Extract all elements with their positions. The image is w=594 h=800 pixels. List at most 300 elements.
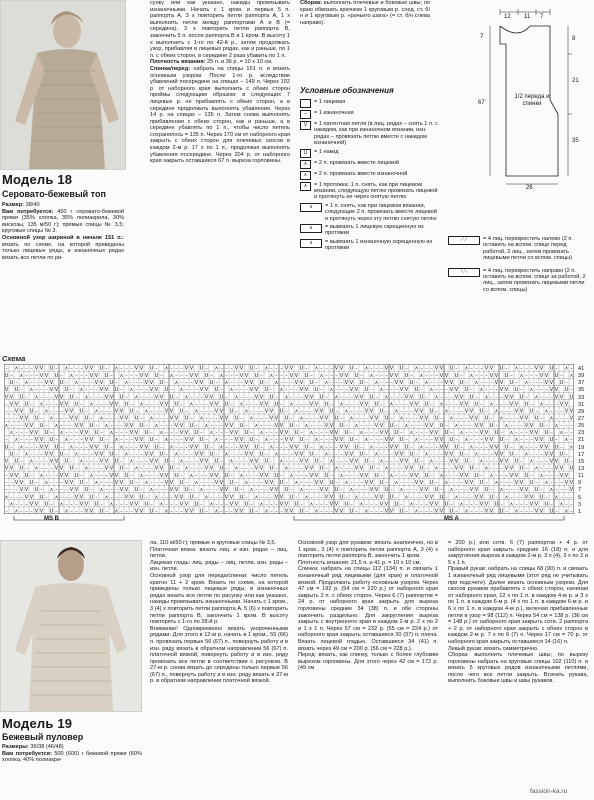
- chart-stitch: ∧: [319, 444, 324, 451]
- chart-stitch: –: [325, 437, 328, 444]
- chart-stitch: V: [284, 430, 289, 436]
- chart-stitch: V: [114, 480, 119, 486]
- chart-stitch: –: [90, 487, 93, 494]
- chart-stitch: ∧: [34, 465, 39, 472]
- chart-stitch: U: [554, 372, 559, 379]
- chart-stitch: V: [249, 387, 254, 394]
- chart-stitch: –: [315, 494, 318, 501]
- chart-stitch: –: [305, 508, 308, 514]
- chart-stitch: V: [99, 451, 104, 458]
- chart-stitch: V: [459, 472, 464, 479]
- chart-stitch: –: [155, 472, 158, 479]
- chart-stitch: –: [180, 401, 183, 408]
- chart-stitch: ∧: [334, 394, 339, 401]
- chart-stitch: U: [64, 458, 69, 465]
- chart-stitch: –: [225, 394, 228, 401]
- chart-stitch: –: [135, 480, 138, 486]
- chart-stitch: V: [194, 444, 199, 451]
- chart-stitch: ∧: [129, 458, 134, 465]
- chart-stitch: V: [84, 508, 89, 514]
- chart-stitch: U: [324, 472, 329, 479]
- chart-stitch: ∧: [524, 380, 529, 386]
- chart-stitch: –: [400, 472, 403, 479]
- chart-stitch: –: [130, 365, 133, 372]
- chart-stitch: –: [380, 451, 383, 458]
- chart-stitch: –: [235, 387, 238, 394]
- chart-stitch: V: [239, 508, 244, 514]
- chart-stitch: –: [190, 465, 193, 472]
- chart-stitch: –: [290, 415, 293, 422]
- chart-stitch: –: [370, 501, 373, 508]
- chart-stitch: V: [164, 401, 169, 408]
- chart-stitch: –: [230, 451, 233, 458]
- chart-stitch: V: [404, 458, 409, 465]
- chart-stitch: U: [269, 465, 274, 472]
- chart-stitch: –: [365, 451, 368, 458]
- chart-stitch: U: [544, 501, 549, 508]
- chart-stitch: –: [125, 508, 128, 514]
- chart-stitch: –: [125, 365, 128, 372]
- chart-stitch: V: [494, 380, 499, 386]
- chart-stitch: –: [5, 401, 8, 408]
- chart-stitch: –: [375, 430, 378, 436]
- chart-stitch: V: [239, 437, 244, 444]
- chart-stitch: –: [505, 487, 508, 494]
- chart-stitch: –: [335, 458, 338, 465]
- chart-stitch: –: [255, 437, 258, 444]
- chart-stitch: V: [329, 501, 334, 508]
- chart-stitch: –: [185, 444, 188, 451]
- chart-stitch: V: [94, 451, 99, 458]
- chart-stitch: –: [170, 458, 173, 465]
- chart-stitch: V: [274, 494, 279, 501]
- chart-stitch: V: [444, 372, 449, 379]
- chart-stitch: –: [65, 487, 68, 494]
- chart-stitch: U: [254, 372, 259, 379]
- chart-stitch: V: [269, 480, 274, 486]
- chart-stitch: V: [494, 372, 499, 379]
- chart-stitch: –: [450, 501, 453, 508]
- chart-stitch: V: [164, 408, 169, 415]
- chart-stitch: –: [210, 444, 213, 451]
- chart-stitch: V: [289, 372, 294, 379]
- chart-stitch: V: [34, 501, 39, 508]
- chart-stitch: ∧: [194, 480, 199, 486]
- chart-stitch: –: [195, 458, 198, 465]
- chart-stitch: V: [379, 430, 384, 436]
- chart-stitch: –: [535, 372, 538, 379]
- chart-stitch: V: [454, 465, 459, 472]
- chart-stitch: –: [35, 380, 38, 386]
- chart-stitch: –: [270, 430, 273, 436]
- chart-stitch: –: [170, 494, 173, 501]
- chart-stitch: –: [495, 458, 498, 465]
- chart-stitch: ∧: [334, 465, 339, 472]
- chart-stitch: –: [210, 487, 213, 494]
- chart-stitch: –: [570, 437, 573, 444]
- chart-stitch: –: [495, 387, 498, 394]
- pattern-diagram: [470, 4, 590, 194]
- chart-stitch: –: [180, 508, 183, 514]
- chart-stitch: U: [314, 387, 319, 394]
- chart-stitch: U: [64, 387, 69, 394]
- chart-stitch: U: [519, 465, 524, 472]
- chart-stitch: –: [445, 422, 448, 429]
- chart-stitch: –: [280, 401, 283, 408]
- chart-stitch: –: [490, 387, 493, 394]
- chart-stitch: –: [235, 444, 238, 451]
- chart-stitch: U: [24, 401, 29, 408]
- chart-stitch: –: [525, 437, 528, 444]
- chart-stitch: –: [555, 415, 558, 422]
- chart-stitch: ∧: [534, 465, 539, 472]
- chart-stitch: U: [104, 372, 109, 379]
- chart-stitch: V: [79, 494, 84, 501]
- chart-stitch: U: [544, 430, 549, 436]
- chart-stitch: –: [220, 430, 223, 436]
- chart-stitch: V: [519, 487, 524, 494]
- chart-stitch: –: [425, 501, 428, 508]
- chart-stitch: –: [120, 387, 123, 394]
- chart-stitch: U: [379, 408, 384, 415]
- chart-stitch: U: [124, 401, 129, 408]
- chart-stitch: –: [75, 444, 78, 451]
- chart-stitch: –: [525, 430, 528, 436]
- chart-stitch: –: [110, 444, 113, 451]
- chart-stitch: –: [165, 415, 168, 422]
- chart-stitch: –: [95, 458, 98, 465]
- chart-stitch: –: [30, 451, 33, 458]
- chart-stitch: V: [54, 387, 59, 394]
- chart-stitch: U: [304, 444, 309, 451]
- chart-stitch: V: [119, 487, 124, 494]
- chart-stitch: V: [94, 444, 99, 451]
- chart-stitch: –: [450, 401, 453, 408]
- chart-stitch: –: [90, 415, 93, 422]
- chart-stitch: –: [130, 508, 133, 514]
- chart-stitch: –: [320, 365, 323, 372]
- chart-stitch: –: [105, 401, 108, 408]
- dim-12: 12: [504, 14, 511, 20]
- chart-stitch: –: [345, 458, 348, 465]
- chart-stitch: V: [464, 408, 469, 415]
- chart-stitch: –: [345, 387, 348, 394]
- chart-stitch: –: [360, 487, 363, 494]
- col2b-0: ла, 110 м/50 г); прямые и круговые спицы № 3,5.: [150, 540, 277, 546]
- chart-stitch: ∧: [59, 430, 64, 436]
- chart-stitch: V: [504, 387, 509, 394]
- chart-stitch: –: [35, 444, 38, 451]
- chart-stitch: –: [415, 451, 418, 458]
- chart-stitch: V: [319, 480, 324, 486]
- legend-item: [300, 121, 440, 147]
- chart-stitch: –: [265, 430, 268, 436]
- chart-stitch: V: [264, 401, 269, 408]
- chart-stitch: V: [44, 444, 49, 451]
- chart-stitch: –: [380, 365, 383, 372]
- chart-stitch: V: [504, 458, 509, 465]
- chart-stitch: ∧: [224, 451, 229, 458]
- chart-stitch: U: [439, 494, 444, 501]
- chart-stitch: U: [439, 422, 444, 429]
- chart-stitch: –: [390, 451, 393, 458]
- chart-stitch: V: [189, 365, 194, 372]
- assembly-label: Сборка:: [300, 0, 323, 6]
- chart-stitch: –: [270, 501, 273, 508]
- chart-stitch: V: [509, 465, 514, 472]
- chart-stitch: V: [334, 508, 339, 514]
- chart-stitch: U: [14, 458, 19, 465]
- chart-stitch: V: [514, 401, 519, 408]
- chart-stitch: U: [194, 501, 199, 508]
- chart-stitch: U: [224, 401, 229, 408]
- chart-stitch: V: [39, 437, 44, 444]
- chart-stitch: –: [185, 408, 188, 415]
- chart-row-number: 37: [578, 380, 585, 387]
- chart-stitch: ∧: [129, 387, 134, 394]
- chart-stitch: ∧: [224, 380, 229, 386]
- chart-stitch: V: [39, 365, 44, 372]
- chart-stitch: V: [159, 394, 164, 401]
- chart-stitch: –: [20, 430, 23, 436]
- chart-stitch: –: [525, 444, 528, 451]
- chart-stitch: U: [264, 387, 269, 394]
- chart-stitch: V: [229, 422, 234, 429]
- chart-stitch: V: [319, 415, 324, 422]
- chart-stitch: –: [205, 487, 208, 494]
- chart-stitch: V: [344, 451, 349, 458]
- chart-stitch: –: [105, 408, 108, 415]
- chart-stitch: ∧: [149, 415, 154, 422]
- chart-stitch: –: [240, 415, 243, 422]
- chart-stitch: –: [535, 380, 538, 386]
- chart-stitch: –: [205, 401, 208, 408]
- chart-stitch: V: [429, 422, 434, 429]
- chart-stitch: –: [190, 451, 193, 458]
- chart-stitch: –: [195, 472, 198, 479]
- chart-stitch: U: [319, 465, 324, 472]
- chart-stitch: –: [505, 415, 508, 422]
- chart-stitch: –: [365, 380, 368, 386]
- chart-stitch: –: [265, 487, 268, 494]
- chart-stitch: ∧: [324, 380, 329, 386]
- chart-stitch: –: [160, 422, 163, 429]
- chart-stitch: –: [465, 430, 468, 436]
- chart-stitch: –: [390, 415, 393, 422]
- chart-stitch: –: [440, 465, 443, 472]
- model19-size-value: 36/38 (46/48): [30, 744, 64, 750]
- chart-stitch: –: [115, 501, 118, 508]
- chart-stitch: –: [175, 394, 178, 401]
- chart-stitch: –: [260, 422, 263, 429]
- chart-stitch: –: [320, 430, 323, 436]
- chart-stitch: ∧: [499, 415, 504, 422]
- chart-stitch: –: [275, 430, 278, 436]
- chart-stitch: V: [379, 494, 384, 501]
- chart-stitch: –: [475, 394, 478, 401]
- chart-row-numbers: [578, 366, 592, 516]
- chart-stitch: ∧: [269, 444, 274, 451]
- chart-stitch: U: [534, 487, 539, 494]
- chart-stitch: –: [395, 465, 398, 472]
- chart-stitch: V: [4, 458, 9, 465]
- chart-stitch: ∧: [179, 387, 184, 394]
- dim-height-left: 67: [478, 100, 485, 106]
- chart-stitch: ∧: [34, 394, 39, 401]
- chart-stitch: V: [384, 437, 389, 444]
- chart-stitch: –: [480, 401, 483, 408]
- chart-stitch: V: [424, 487, 429, 494]
- chart-stitch: –: [500, 472, 503, 479]
- chart-stitch: ∧: [474, 451, 479, 458]
- chart-stitch: V: [469, 487, 474, 494]
- col4b-3: Сборка: выполнить плечевые швы; по вырезу горловины набрать на круговые спицы 102 (110) п. и вязать 5 круговых рядов изнаночными петлями, после чего все петли закрыть. Втачать рукава, выполнить боковые швы и швы рукавов.: [448, 652, 588, 685]
- chart-stitch: U: [379, 480, 384, 486]
- chart-stitch: U: [349, 365, 354, 372]
- chart-stitch: –: [480, 472, 483, 479]
- col2-para: сунку или как указано, накиды провязывать изнаночными. Начать с 1 кром. и первых 5 п. раппорта А, 3 х повторить петли раппорта А, 1 х выполнить петли между раппортами А и В (= середина), 3 х повторить петли раппорта В, закончить 5 п. после раппорта В и 1 кром. В высоту 1 х выполнить с 1-го по 42-й р., затем продолжать узор, прибавляя в лицевых рядах, как и раньше, по 1 п. с обеих сторон, в середине 2 раза убавить по 1 п.: [150, 0, 290, 59]
- chart-stitch: V: [449, 451, 454, 458]
- chart-stitch: V: [94, 380, 99, 386]
- chart-stitch: –: [550, 394, 553, 401]
- chart-stitch: U: [564, 387, 569, 394]
- chart-stitch: –: [395, 472, 398, 479]
- chart-stitch: V: [254, 387, 259, 394]
- chart-stitch: –: [305, 487, 308, 494]
- chart-stitch: ∧: [254, 422, 259, 429]
- chart-stitch: –: [60, 372, 63, 379]
- density-text: 25 п. и 36 р. = 10 х 10 см.: [207, 59, 273, 66]
- chart-stitch: –: [200, 480, 203, 486]
- chart-stitch: V: [99, 387, 104, 394]
- chart-stitch: –: [225, 437, 228, 444]
- chart-stitch: –: [185, 480, 188, 486]
- chart-stitch: U: [384, 487, 389, 494]
- chart-stitch: –: [20, 387, 23, 394]
- chart-row-number: 7: [578, 487, 582, 494]
- chart-stitch: ∧: [324, 451, 329, 458]
- chart-stitch: –: [250, 501, 253, 508]
- chart-stitch: –: [250, 394, 253, 401]
- chart-stitch: V: [384, 501, 389, 508]
- chart-stitch: –: [535, 458, 538, 465]
- chart-stitch: –: [345, 494, 348, 501]
- chart-stitch: V: [139, 437, 144, 444]
- chart-stitch: –: [330, 437, 333, 444]
- chart-stitch: –: [35, 387, 38, 394]
- chart-stitch: –: [475, 430, 478, 436]
- chart-stitch: –: [145, 465, 148, 472]
- chart-stitch: –: [125, 501, 128, 508]
- chart-stitch: ∧: [414, 365, 419, 372]
- chart-stitch: –: [570, 458, 573, 465]
- chart-stitch: U: [144, 430, 149, 436]
- chart-stitch: –: [335, 451, 338, 458]
- chart-stitch: V: [214, 472, 219, 479]
- chart-stitch: –: [275, 437, 278, 444]
- chart-stitch: –: [395, 394, 398, 401]
- chart-stitch: V: [349, 387, 354, 394]
- chart-stitch: V: [409, 465, 414, 472]
- chart-stitch: V: [334, 430, 339, 436]
- legend-item: [300, 160, 440, 169]
- chart-stitch: V: [454, 458, 459, 465]
- chart-stitch: –: [505, 408, 508, 415]
- chart-stitch: ∧: [174, 380, 179, 386]
- chart-stitch: –: [275, 501, 278, 508]
- chart-stitch: U: [54, 372, 59, 379]
- model19-materials-text: 500 (600) г бежевой пряжи (60% хлопка, 40% полиакри-: [2, 750, 142, 764]
- chart-stitch: –: [370, 458, 373, 465]
- chart-stitch: –: [220, 365, 223, 372]
- chart-stitch: ∧: [514, 508, 519, 514]
- chart-stitch: U: [499, 365, 504, 372]
- chart-stitch: V: [314, 480, 319, 486]
- chart-stitch: –: [150, 408, 153, 415]
- chart-stitch: –: [385, 387, 388, 394]
- chart-stitch: U: [409, 380, 414, 386]
- chart-stitch: –: [70, 494, 73, 501]
- chart-stitch: V: [339, 365, 344, 372]
- chart-stitch: U: [159, 451, 164, 458]
- chart-stitch: –: [315, 487, 318, 494]
- chart-stitch: V: [244, 380, 249, 386]
- chart-stitch: V: [429, 494, 434, 501]
- chart-stitch: V: [274, 415, 279, 422]
- chart-stitch: –: [125, 465, 128, 472]
- chart-stitch: V: [89, 372, 94, 379]
- chart-stitch: V: [174, 487, 179, 494]
- chart-stitch: ∧: [424, 451, 429, 458]
- chart-stitch: –: [325, 430, 328, 436]
- chart-stitch: ∧: [459, 501, 464, 508]
- chart-stitch: V: [249, 380, 254, 386]
- chart-stitch: U: [264, 458, 269, 465]
- chart-stitch: U: [204, 372, 209, 379]
- chart-stitch: V: [24, 422, 29, 429]
- chart-stitch: V: [284, 508, 289, 514]
- chart-stitch: V: [184, 501, 189, 508]
- chart-stitch: V: [514, 480, 519, 486]
- chart-stitch: V: [4, 394, 9, 401]
- dim-11: 11: [524, 14, 531, 20]
- chart-stitch: –: [395, 458, 398, 465]
- chart-stitch: –: [490, 465, 493, 472]
- chart-stitch: –: [345, 465, 348, 472]
- chart-stitch: –: [560, 422, 563, 429]
- chart-stitch: U: [539, 422, 544, 429]
- chart-stitch: U: [244, 501, 249, 508]
- chart-stitch: U: [529, 408, 534, 415]
- chart-stitch: V: [404, 387, 409, 394]
- chart-stitch: –: [390, 394, 393, 401]
- chart-stitch: V: [69, 415, 74, 422]
- chart-stitch: –: [245, 494, 248, 501]
- chart-stitch: V: [139, 508, 144, 514]
- chart-stitch: –: [130, 472, 133, 479]
- chart-stitch: V: [59, 465, 64, 472]
- chart-stitch: U: [434, 415, 439, 422]
- chart-stitch: –: [70, 365, 73, 372]
- chart-stitch: –: [355, 480, 358, 486]
- chart-stitch: –: [5, 472, 8, 479]
- chart-stitch: ∧: [509, 501, 514, 508]
- chart-stitch: V: [134, 437, 139, 444]
- chart-stitch: –: [500, 480, 503, 486]
- chart-stitch: –: [335, 444, 338, 451]
- chart-stitch: –: [35, 408, 38, 415]
- chart-stitch: ∧: [424, 380, 429, 386]
